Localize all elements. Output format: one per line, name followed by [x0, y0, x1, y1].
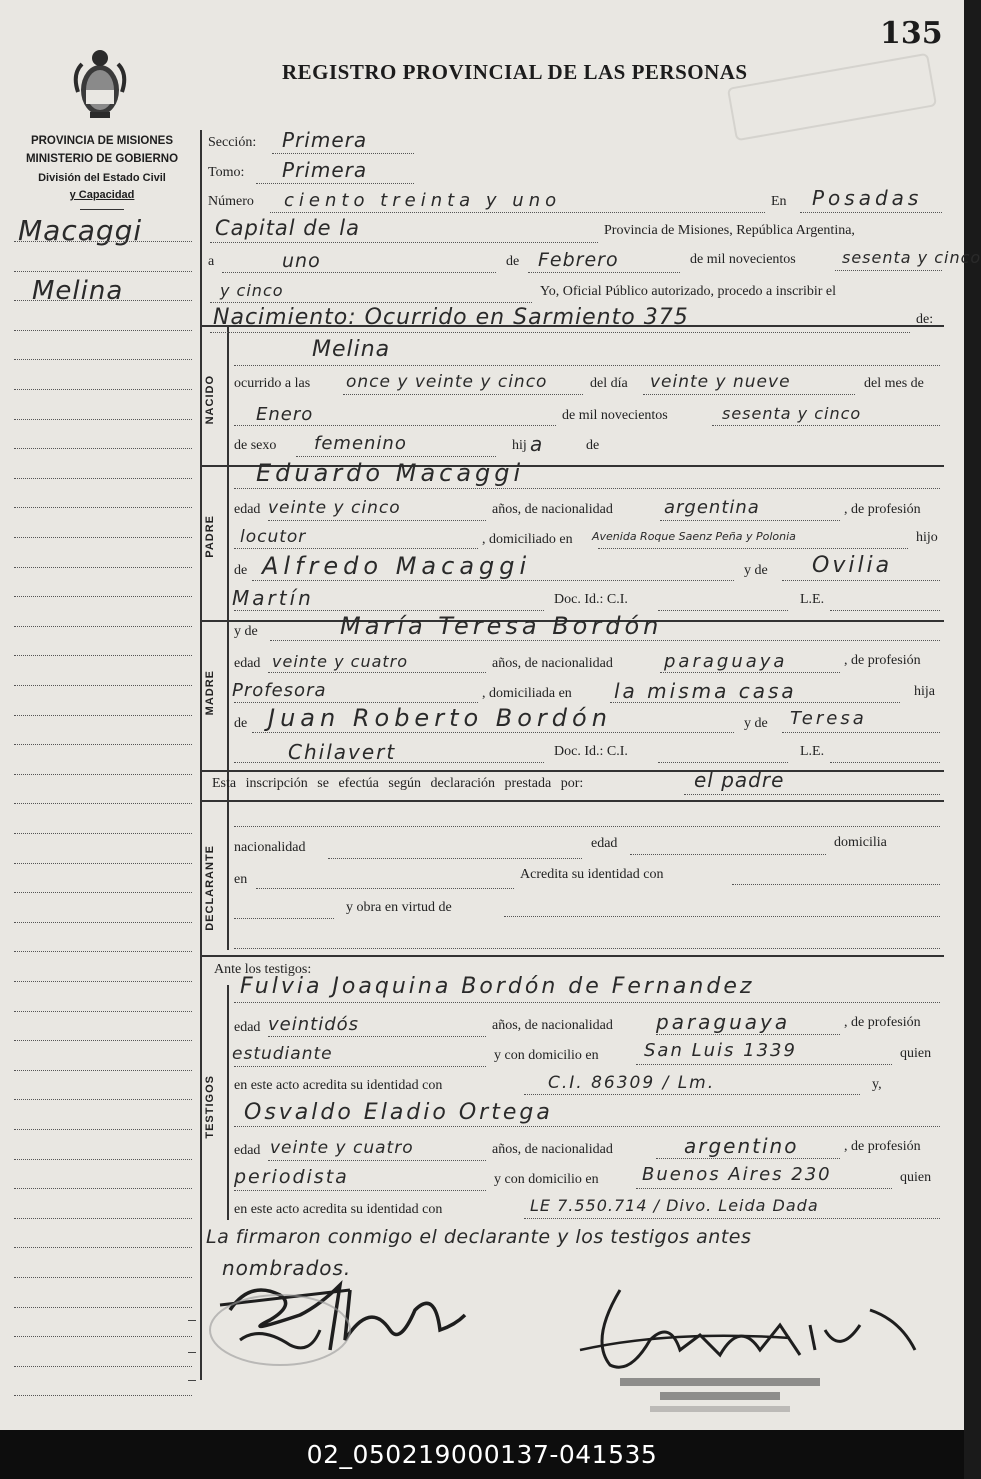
declarante-value: el padre: [694, 768, 785, 792]
testigo2-nac-value: argentino: [684, 1134, 799, 1158]
t1-nac-label: años, de nacionalidad: [492, 1018, 613, 1033]
t1-quien-label: quien: [900, 1046, 932, 1061]
abuelo-paterno-value: Alfredo Macaggi: [262, 552, 532, 580]
de-2-label: de: [586, 438, 600, 453]
margin-rule: [14, 596, 192, 597]
padre-nombre-value: Eduardo Macaggi: [256, 459, 525, 487]
margin-rule: [14, 922, 192, 923]
madre-doc-label: Doc. Id.: C.I.: [554, 744, 628, 759]
madre-nac-value: paraguaya: [664, 651, 788, 672]
margin-rule: [14, 1011, 192, 1012]
margin-rule: [14, 271, 192, 272]
madre-y-de-2-label: y de: [744, 716, 768, 731]
margin-rule: [14, 774, 192, 775]
section-madre: MADRE: [204, 670, 216, 716]
margin-rule: [14, 1159, 192, 1160]
t2-nac-label: años, de nacionalidad: [492, 1142, 613, 1157]
numero-label: Número: [208, 194, 254, 209]
t2-edad-label: edad: [234, 1143, 261, 1158]
t1-acredita-label: en este acto acredita su identidad con: [234, 1078, 443, 1093]
margin-rule: [14, 626, 192, 627]
ministry-header: MINISTERIO DE GOBIERNO: [25, 153, 179, 165]
testigo1-id-value: C.I. 86309 / Lm.: [548, 1073, 716, 1093]
mes-de-value: Febrero: [538, 249, 619, 271]
testigo1-nombre-value: Fulvia Joaquina Bordón de Fernandez: [240, 974, 755, 999]
provincia-label: Provincia de Misiones, República Argentina,: [604, 223, 855, 238]
dia-a-value: uno: [282, 250, 321, 272]
padre-le-label: L.E.: [800, 592, 825, 607]
del-mes-label: del mes de: [864, 376, 924, 391]
province-header: PROVINCIA DE MISIONES: [30, 135, 174, 147]
padre-edad-label: edad: [234, 502, 261, 517]
margin-rule: [14, 330, 192, 331]
margin-rule: [14, 1099, 192, 1100]
en-label: En: [771, 194, 787, 209]
testigo2-id-value: LE 7.550.714 / Divo. Leida Dada: [530, 1196, 819, 1215]
decl-en-label: en: [234, 872, 248, 887]
madre-y-de-label: y de: [234, 624, 258, 639]
margin-rule: [14, 1188, 192, 1189]
main-vertical-rule: [200, 130, 202, 1380]
margin-rule: [14, 715, 192, 716]
capital-value: Capital de la: [215, 216, 360, 240]
mes-value: Enero: [256, 404, 314, 425]
padre-nac-label: años, de nacionalidad: [492, 502, 613, 517]
tomo-value: Primera: [282, 158, 368, 182]
madre-le-label: L.E.: [800, 744, 825, 759]
margin-rule: [14, 300, 192, 301]
hijo-label: hijo: [916, 530, 938, 545]
t2-dom-label: y con domicilio en: [494, 1172, 599, 1187]
hija-label: hija: [914, 684, 935, 699]
margin-rule: [14, 1366, 192, 1367]
margin-rule: [14, 1218, 192, 1219]
margin-rule: [14, 1277, 192, 1278]
margin-rule: [14, 537, 192, 538]
page-number: 135: [880, 16, 943, 51]
decl-edad-label: edad: [591, 836, 618, 851]
margin-rule: [14, 478, 192, 479]
anio-value: sesenta y cinco: [842, 248, 981, 267]
margin-rule: [14, 685, 192, 686]
abuela-materna-2-value: Chilavert: [288, 740, 397, 764]
de-mil-2-label: de mil novecientos: [562, 408, 668, 423]
testigo1-prof-value: estudiante: [232, 1044, 333, 1064]
padre-doc-label: Doc. Id.: C.I.: [554, 592, 628, 607]
testigo2-prof-value: periodista: [234, 1166, 349, 1188]
sexo-value: femenino: [314, 433, 407, 454]
testigo2-dom-value: Buenos Aires 230: [642, 1164, 832, 1185]
abuela-materna-value: Teresa: [790, 708, 867, 729]
scan-id-footer: 02_050219000137-041535: [0, 1430, 964, 1479]
t1-y-label: y,: [872, 1077, 882, 1092]
de-mil-label: de mil novecientos: [690, 252, 796, 267]
a-label: a: [208, 254, 215, 269]
padre-de-label: de: [234, 563, 248, 578]
dia-value: veinte y nueve: [650, 372, 791, 392]
madre-nac-label: años, de nacionalidad: [492, 656, 613, 671]
margin-rule: [14, 1040, 192, 1041]
page-title: REGISTRO PROVINCIAL DE LAS PERSONAS: [282, 60, 748, 84]
hora-value: once y veinte y cinco: [346, 372, 548, 392]
margin-rule: [14, 803, 192, 804]
witness-signatures: [200, 1270, 490, 1380]
testigo1-nac-value: paraguaya: [656, 1010, 791, 1034]
section-declarante: DECLARANTE: [204, 845, 216, 931]
margin-rule: [14, 744, 192, 745]
del-dia-label: del día: [590, 376, 628, 391]
madre-edad-label: edad: [234, 656, 261, 671]
closing-statement-2: nombrados.: [222, 1256, 352, 1280]
margin-rule: [14, 833, 192, 834]
margin-surname: Macaggi: [18, 214, 143, 247]
faint-stamp: [727, 53, 937, 142]
margin-rule: [14, 1070, 192, 1071]
testigo1-dom-value: San Luis 1339: [644, 1040, 797, 1061]
decl-acredita-label: Acredita su identidad con: [520, 867, 664, 882]
hij-label: hij: [512, 438, 527, 453]
anio-cont-value: y cinco: [220, 281, 284, 300]
decl-y-obra-label: y obra en virtud de: [346, 900, 452, 915]
coat-of-arms-icon: [68, 44, 132, 124]
t1-prof-label: , de profesión: [844, 1015, 921, 1030]
nombre-value: Melina: [312, 337, 391, 362]
division-header: División del Estado Civil: [38, 172, 166, 184]
margin-rule: [14, 1129, 192, 1130]
margin-rule: [14, 1307, 192, 1308]
madre-edad-value: veinte y cuatro: [272, 652, 409, 671]
padre-domicilio-value: Avenida Roque Saenz Peña y Polonia: [592, 530, 796, 543]
numero-value: ciento treinta y uno: [284, 190, 562, 211]
section-vertical-rule: [227, 325, 229, 950]
padre-dom-label: , domiciliado en: [482, 532, 573, 547]
nacimiento-value: Nacimiento: Ocurrido en Sarmiento 375: [213, 305, 689, 330]
margin-rule: [14, 359, 192, 360]
margin-rule: [14, 389, 192, 390]
margin-rule: [14, 655, 192, 656]
abuelo-materno-value: Juan Roberto Bordón: [268, 704, 612, 732]
testigo1-edad-value: veintidós: [268, 1014, 360, 1035]
seccion-value: Primera: [282, 128, 368, 152]
margin-given-name: Melina: [32, 276, 124, 306]
padre-prof-label: , de profesión: [844, 502, 921, 517]
yo-label: Yo, Oficial Público autorizado, procedo a inscribir el: [540, 284, 837, 299]
division-header-2: y Capacidad: [69, 189, 135, 201]
madre-prof-label: , de profesión: [844, 653, 921, 668]
ante-testigos-label: Ante los testigos:: [214, 962, 312, 977]
madre-domicilio-value: la misma casa: [614, 679, 797, 703]
hij-suffix-value: a: [530, 432, 544, 456]
decl-nacionalidad-label: nacionalidad: [234, 840, 306, 855]
margin-rule: [14, 892, 192, 893]
margin-rule: [14, 863, 192, 864]
t2-quien-label: quien: [900, 1170, 932, 1185]
margin-rule: [14, 1395, 192, 1396]
margin-rule: [14, 1336, 192, 1337]
section-padre: PADRE: [204, 515, 216, 558]
tomo-label: Tomo:: [208, 165, 245, 180]
margin-rule: [14, 951, 192, 952]
madre-prof-value: Profesora: [232, 680, 327, 701]
official-signature: [570, 1280, 930, 1420]
padre-edad-value: veinte y cinco: [268, 498, 401, 518]
t2-prof-label: , de profesión: [844, 1139, 921, 1154]
abuela-paterna-2-value: Martín: [232, 586, 314, 610]
t1-dom-label: y con domicilio en: [494, 1048, 599, 1063]
de-sexo-label: de sexo: [234, 438, 277, 453]
margin-rule: [14, 241, 192, 242]
margin-rule: [14, 1247, 192, 1248]
de-colon-label: de:: [916, 312, 934, 327]
margin-rule: [14, 567, 192, 568]
t1-edad-label: edad: [234, 1020, 261, 1035]
madre-dom-label: , domiciliada en: [482, 686, 572, 701]
testigo2-edad-value: veinte y cuatro: [270, 1138, 414, 1158]
closing-statement: La firmaron conmigo el declarante y los testigos antes: [206, 1226, 752, 1248]
anio-nac-value: sesenta y cinco: [722, 404, 862, 423]
margin-rule: [14, 981, 192, 982]
esta-inscripcion-label: Esta inscripción se efectúa según declaración prestada por:: [212, 776, 584, 791]
padre-prof-value: locutor: [240, 527, 307, 547]
madre-nombre-value: María Teresa Bordón: [340, 612, 663, 640]
abuela-paterna-value: Ovilia: [812, 553, 893, 578]
testigo2-nombre-value: Osvaldo Eladio Ortega: [244, 1100, 553, 1125]
decl-domicilia-label: domicilia: [834, 835, 887, 850]
ocurrido-label: ocurrido a las: [234, 376, 311, 391]
margin-rule: [14, 448, 192, 449]
seccion-label: Sección:: [208, 135, 257, 150]
madre-de-label: de: [234, 716, 248, 731]
padre-nac-value: argentina: [664, 497, 760, 518]
section-nacido: NACIDO: [204, 375, 216, 425]
de-label: de: [506, 254, 520, 269]
section-testigos: TESTIGOS: [204, 1075, 216, 1139]
t2-acredita-label: en este acto acredita su identidad con: [234, 1202, 443, 1217]
padre-y-de-label: y de: [744, 563, 768, 578]
margin-rule: [14, 419, 192, 420]
en-value: Posadas: [812, 186, 923, 210]
margin-rule: [14, 507, 192, 508]
